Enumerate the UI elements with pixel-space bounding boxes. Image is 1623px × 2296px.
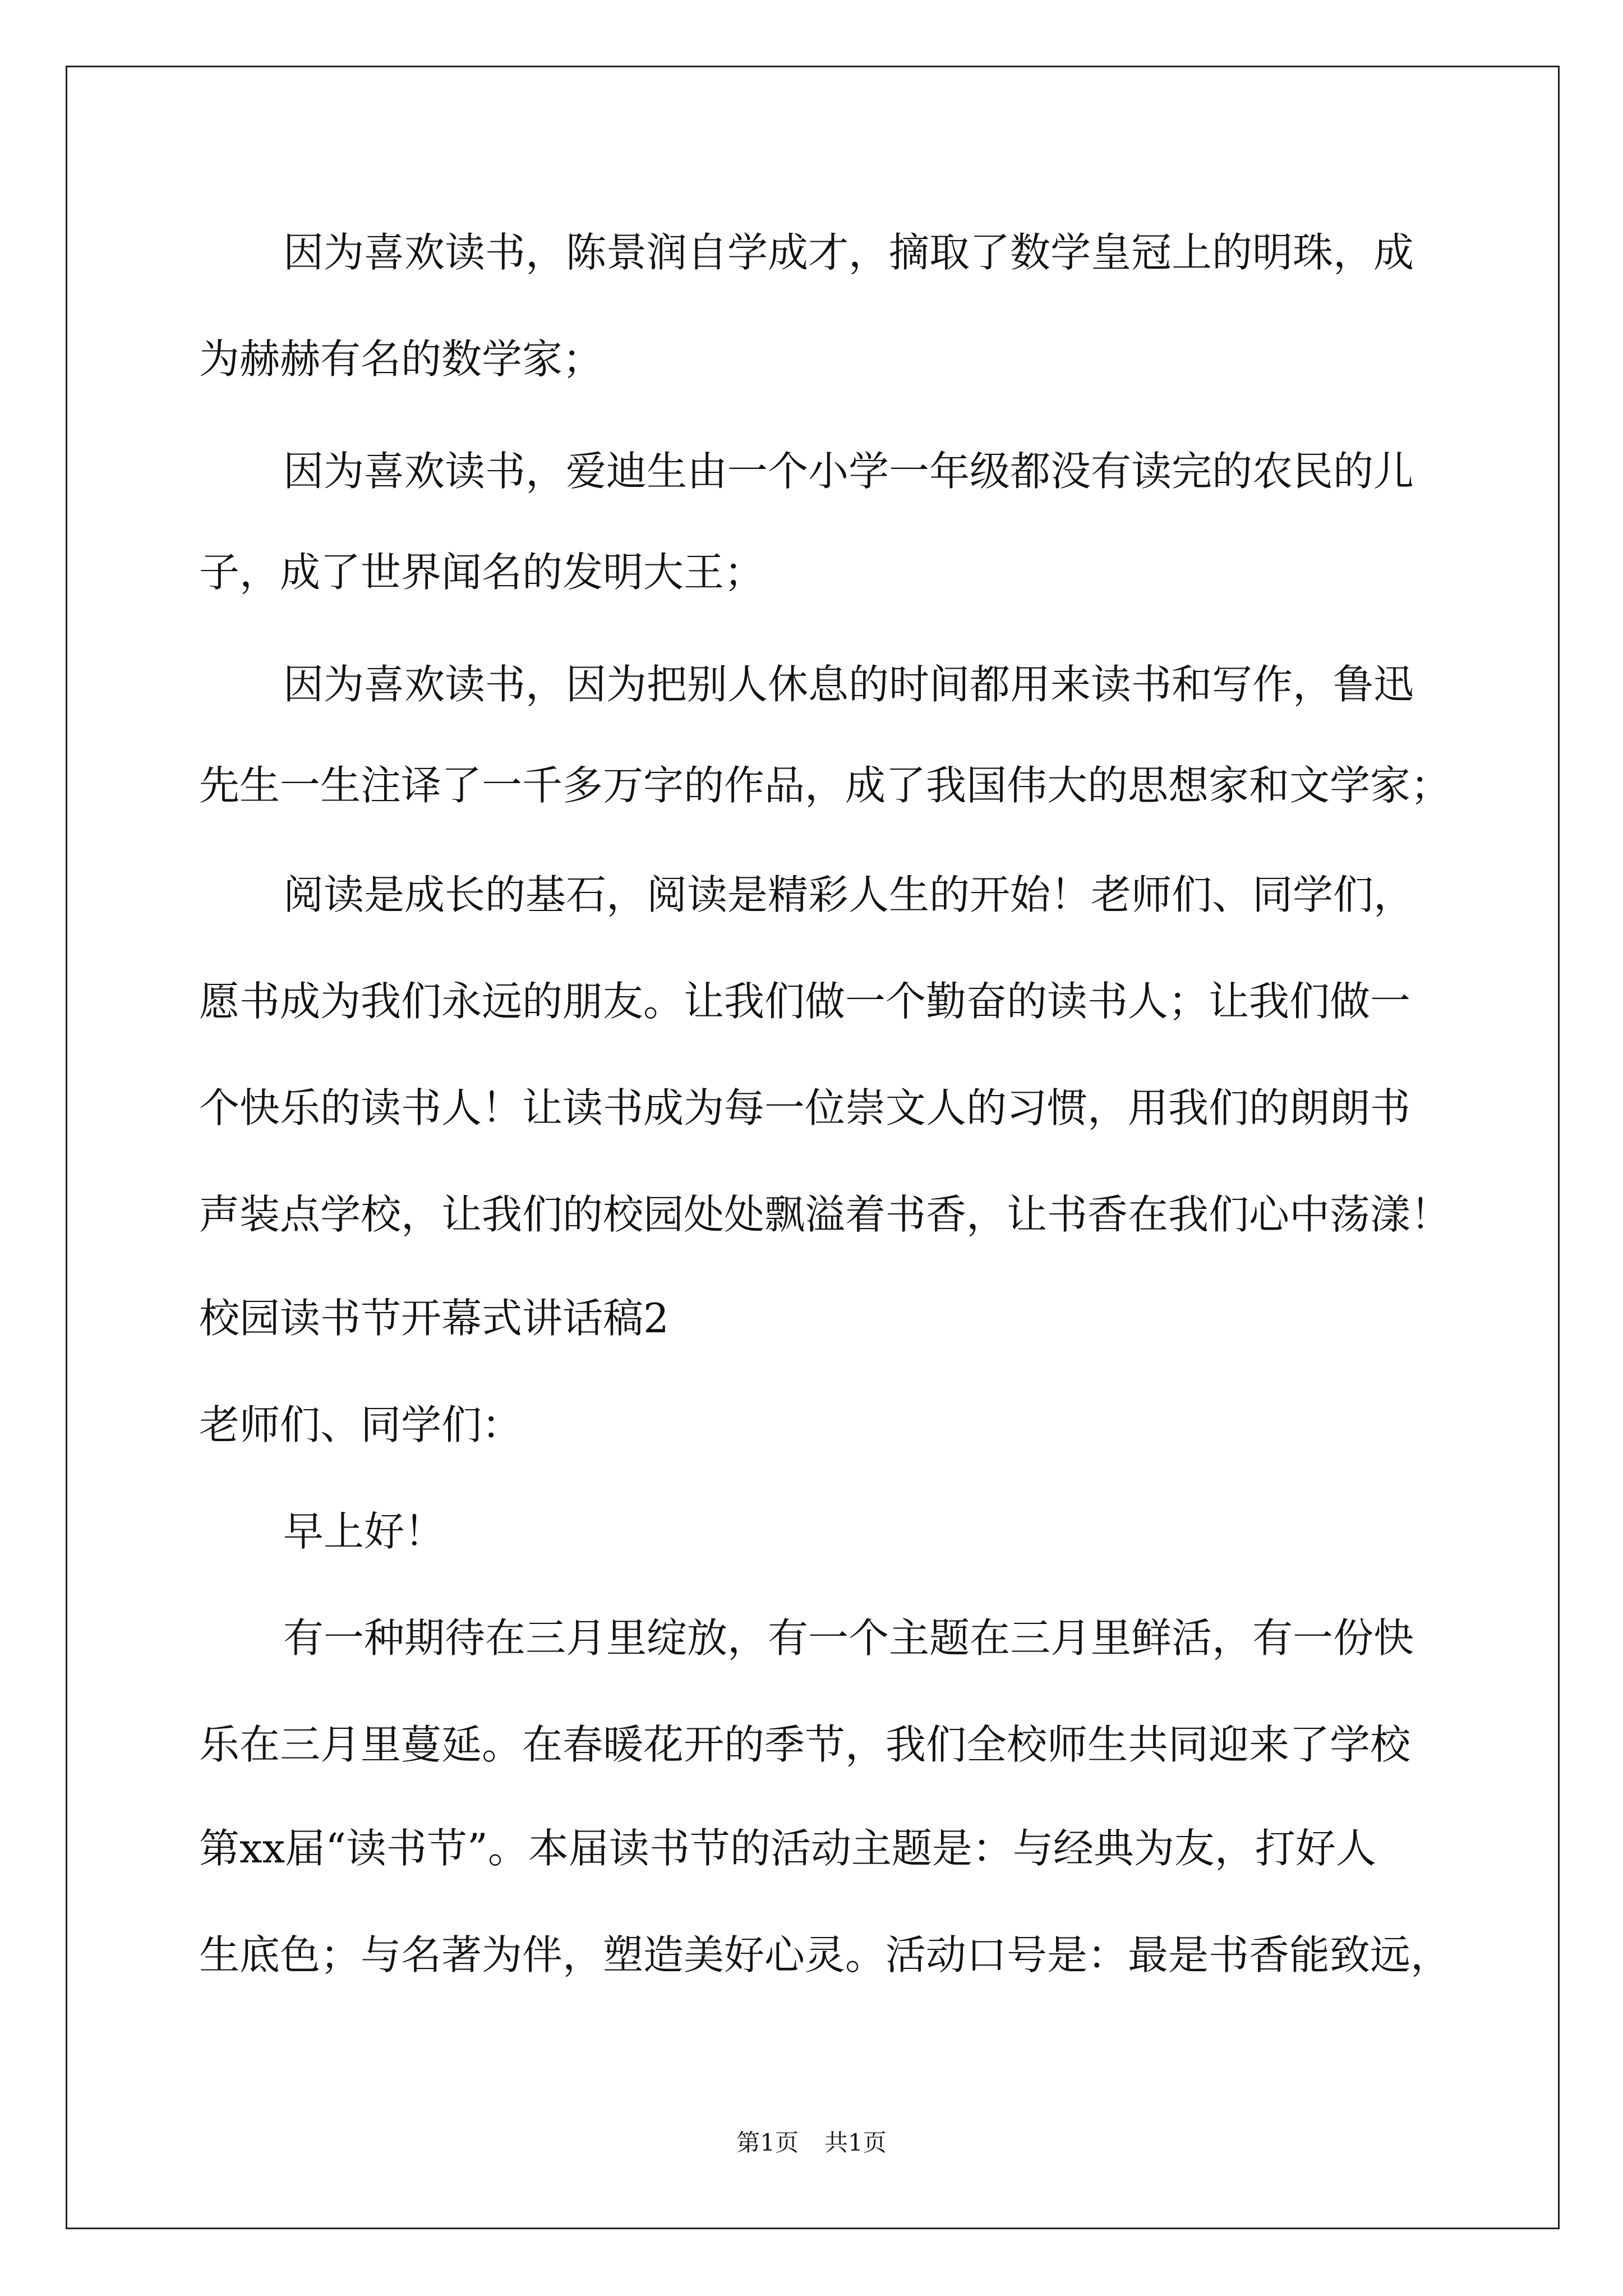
paragraph-line: 因为喜欢读书，陈景润自学成才，摘取了数学皇冠上的明珠，成	[283, 229, 1414, 276]
paragraph-line: 乐在三月里蔓延。在春暖花开的季节，我们全校师生共同迎来了学校	[199, 1721, 1411, 1768]
paragraph-line: 第xx届“读书节”。本届读书节的活动主题是：与经典为友，打好人	[199, 1825, 1376, 1872]
page-number: 第1页	[736, 2129, 799, 2156]
paragraph-line: 因为喜欢读书，因为把别人休息的时间都用来读书和写作，鲁迅	[283, 661, 1414, 708]
paragraph-line: 因为喜欢读书，爱迪生由一个小学一年级都没有读完的农民的儿	[283, 448, 1414, 495]
paragraph-line: 声装点学校，让我们的校园处处飘溢着书香，让书香在我们心中荡漾！	[199, 1191, 1451, 1238]
paragraph-line: 生底色；与名著为伴，塑造美好心灵。活动口号是：最是书香能致远，	[199, 1931, 1451, 1978]
section-title: 校园读书节开幕式讲话稿2	[199, 1295, 669, 1342]
paragraph-line: 有一种期待在三月里绽放，有一个主题在三月里鲜活，有一份快	[283, 1614, 1414, 1662]
salutation: 老师们、同学们：	[199, 1401, 523, 1448]
paragraph-line: 个快乐的读书人！让读书成为每一位崇文人的习惯，用我们的朗朗书	[199, 1084, 1411, 1131]
paragraph-line: 为赫赫有名的数学家；	[199, 335, 603, 383]
paragraph-line: 阅读是成长的基石，阅读是精彩人生的开始！老师们、同学们，	[283, 871, 1414, 918]
paragraph-line: 子，成了世界闻名的发明大王；	[199, 549, 765, 596]
paragraph-line: 先生一生注译了一千多万字的作品，成了我国伟大的思想家和文学家；	[199, 762, 1451, 809]
page-border	[66, 66, 1560, 2229]
paragraph-line: 愿书成为我们永远的朋友。让我们做一个勤奋的读书人；让我们做一	[199, 978, 1411, 1025]
page-footer	[0, 2126, 1623, 2160]
greeting: 早上好！	[283, 1508, 445, 1555]
page-total: 共1页	[824, 2129, 887, 2156]
